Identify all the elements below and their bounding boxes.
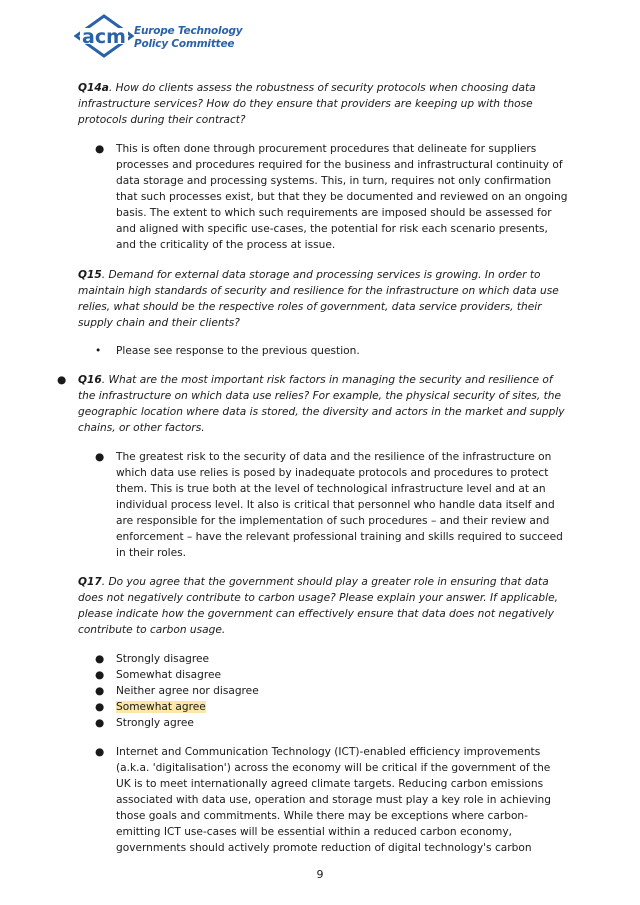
bullet-icon: ● (95, 717, 105, 729)
answer-item (95, 343, 568, 359)
question-number: Q15 (78, 269, 102, 281)
answer-text: Please see response to the previous question. (116, 345, 360, 357)
option-item (95, 651, 568, 667)
option-strongly-agree: Strongly agree (116, 717, 194, 729)
answer-text: This is often done through procurement procedures that delineate for suppliers processes and procedures required for the business and infrastructural continuity of data storage and processing systems. This, in turn, requires not only confirmation that such processes exist, but that they be documented and reviewed on an ongoing basis. The extent to which such requirements are imposed should be assessed for and aligned with specific use-cases, the potential for risk each scenario presents, and the criticality of the process at issue. (116, 143, 568, 251)
question-list-q16 (57, 372, 568, 436)
question-text: How do clients assess the robustness of security protocols when choosing data infrastructure services? How do they ensure that providers are keeping up with those protocols during their contract? (78, 82, 536, 126)
option-item (95, 699, 568, 715)
page-number: 9 (316, 868, 324, 881)
option-somewhat-disagree: Somewhat disagree (116, 669, 221, 681)
answer-text: The greatest risk to the security of data and the resilience of the infrastructure on which data use relies is posed by inadequate protocols and procedures to protect them. This is true both at the level of technological infrastructure level and at an individual process level. It also is critical that personnel who handle data itself and are responsible for the implementation of such procedures – and their review and enforcement – have the relevant professional training and skills required to succeed in their roles. (116, 451, 563, 559)
question-q14a: Q14a. How do clients assess the robustness of security protocols when choosing data infrastructure services? How do they ensure that providers are keeping up with those protocols during their contract? (78, 82, 536, 126)
question-q17: Q17. Do you agree that the government should play a greater role in ensuring that data does not negatively contribute to carbon usage? Please explain your answer. If applicable, please indicate how the government can effectively ensure that data does not negatively contribute to carbon usage. (78, 576, 558, 636)
option-somewhat-agree-selected: Somewhat agree (116, 701, 206, 713)
question-text: Demand for external data storage and processing services is growing. In order to maintain high standards of security and resilience for the infrastructure on which data use relies, what should be the respective roles of government, data service providers, their supply chain and their clients? (78, 269, 559, 329)
bullet-icon: ● (95, 685, 105, 697)
answer-text: Internet and Communication Technology (ICT)-enabled efficiency improvements (a.k.a. 'digitalisation') across the economy will be critical if the government of the UK is to meet internationally agreed climate targets. Reducing carbon emissions associated with data use, operation and storage must play a key role in achieving those goals and commitments. While there may be exceptions where carbon-emitting ICT use-cases will be essential within a reduced carbon economy, governments should actively promote reduction of digital technology's carbon (116, 746, 551, 854)
document-body (57, 80, 568, 856)
bullet-icon: ● (95, 701, 105, 713)
question-text: What are the most important risk factors in managing the security and resilience of the infrastructure on which data use relies? For example, the physical security of sites, the geographic location where data is stored, the diversity and actors in the market and supply chains, or other factors. (78, 374, 565, 434)
bullet-icon: ● (95, 653, 105, 665)
bullet-icon: ● (95, 451, 105, 463)
bullet-icon: ● (95, 746, 105, 758)
option-item (95, 683, 568, 699)
bullet-icon: • (95, 345, 102, 357)
bullet-icon: ● (95, 669, 105, 681)
org-name-line2: Policy Committee (134, 38, 235, 50)
option-neither: Neither agree nor disagree (116, 685, 259, 697)
question-number: Q17 (78, 576, 102, 588)
acm-europe-logo (74, 14, 264, 58)
svg-text:acm: acm (82, 26, 126, 48)
answer-item (95, 744, 568, 856)
option-item (95, 715, 568, 731)
bullet-icon: ● (95, 143, 105, 155)
options-list-q17 (95, 651, 568, 731)
question-number: Q16 (78, 374, 102, 386)
question-text: Do you agree that the government should play a greater role in ensuring that data does not negatively contribute to carbon usage? Please explain your answer. If applicable, please indicate how the government can effectively ensure that data does not negatively contribute to carbon usage. (78, 576, 558, 636)
answer-list-q14a (95, 141, 568, 253)
answer-list-q15 (95, 343, 568, 359)
option-strongly-disagree: Strongly disagree (116, 653, 210, 665)
question-q15: Q15. Demand for external data storage and processing services is growing. In order to maintain high standards of security and resilience for the infrastructure on which data use relies, what should be the respective roles of government, data service providers, their supply chain and their clients? (78, 269, 559, 329)
question-q16: ● Q16. What are the most important risk factors in managing the security and resilience of the infrastructure on which data use relies? For example, the physical security of sites, the geographic location where data is stored, the diversity and actors in the market and supply chains, or other factors. (57, 374, 565, 434)
answer-item (95, 449, 568, 561)
logo-text (134, 25, 242, 51)
bullet-icon: ● (57, 374, 67, 386)
org-name-line1: Europe Technology (134, 25, 243, 37)
acm-diamond-logo-icon (74, 14, 134, 58)
question-number: Q14a (78, 82, 109, 94)
option-item (95, 667, 568, 683)
answer-list-q16 (95, 449, 568, 561)
answer-item (95, 141, 568, 253)
answer-list-q17 (95, 744, 568, 856)
